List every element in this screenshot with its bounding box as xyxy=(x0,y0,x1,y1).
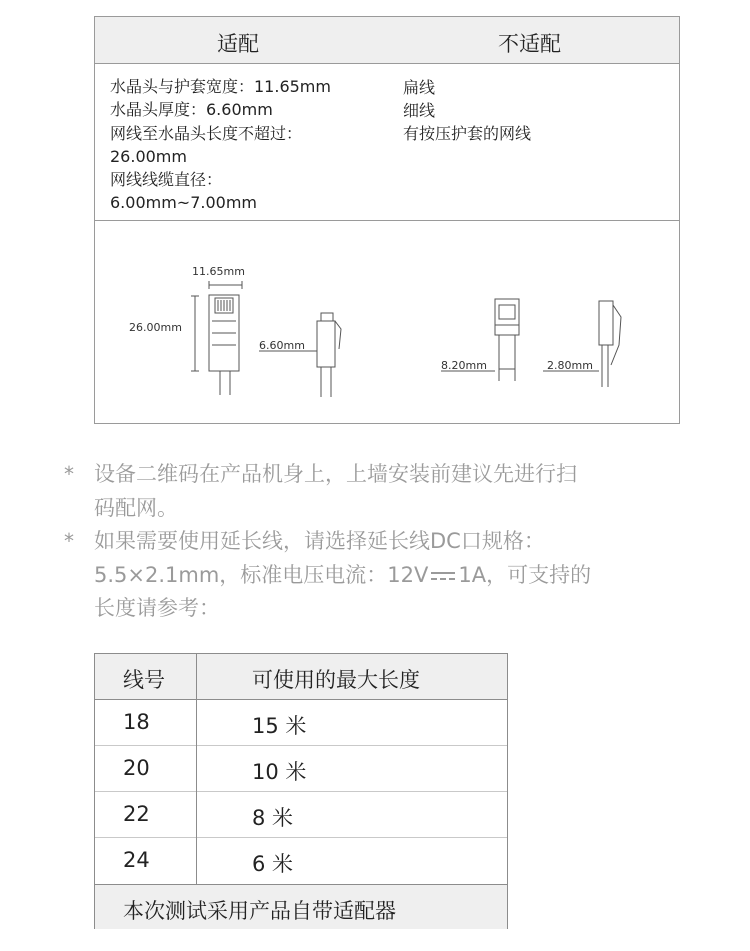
wire-gauge-cell: 24 xyxy=(123,848,150,872)
dimension-length-label: 26.00mm xyxy=(129,321,182,334)
header-incompatible: 不适配 xyxy=(498,32,561,56)
compatible-spec-line: 水晶头厚度：6.60mm xyxy=(110,100,273,120)
compatible-spec-line: 水晶头与护套宽度：11.65mm xyxy=(110,77,331,96)
table-row xyxy=(95,838,507,884)
compatible-spec-line: 网线至水晶头长度不超过： xyxy=(110,123,303,143)
dc-current-icon xyxy=(430,569,456,583)
note-line xyxy=(94,559,704,593)
table-row xyxy=(95,746,507,792)
connector-dimension-diagram xyxy=(95,221,679,423)
wire-gauge-cell: 22 xyxy=(123,802,150,826)
max-length-cell: 10 米 xyxy=(252,760,307,784)
header-max-length: 可使用的最大长度 xyxy=(252,668,420,692)
footer-note: 本次测试采用产品自带适配器 xyxy=(123,899,396,923)
dimension-width-label: 11.65mm xyxy=(192,265,245,278)
note-text: 5.5×2.1mm，标准电压电流：12V xyxy=(94,562,429,587)
cable-length-table xyxy=(94,653,508,929)
table-row xyxy=(95,700,507,746)
length-table-footer xyxy=(95,884,507,929)
note-line: 长度请参考： xyxy=(94,596,220,620)
compatible-spec-line: 网线线缆直径： xyxy=(110,170,223,190)
max-length-cell: 15 米 xyxy=(252,714,307,738)
compatibility-table-header xyxy=(95,17,679,64)
note-line: 码配网。 xyxy=(94,495,178,520)
note-text: 1A，可支持的 xyxy=(458,562,592,587)
header-compatible: 适配 xyxy=(217,32,259,56)
compatibility-table xyxy=(94,16,680,424)
notes-section xyxy=(64,458,704,626)
flat-cable-side-view xyxy=(543,301,621,387)
length-table-header xyxy=(95,654,507,700)
wire-gauge-cell: 18 xyxy=(123,710,150,734)
incompatible-list xyxy=(403,76,531,145)
wire-gauge-cell: 20 xyxy=(123,756,150,780)
note-qr-code xyxy=(64,458,704,525)
note-bullet: * xyxy=(64,462,74,486)
flat-width-label: 8.20mm xyxy=(441,359,487,372)
note-bullet: * xyxy=(64,529,74,553)
note-line: 如果需要使用延长线，请选择延长线DC口规格： xyxy=(94,529,545,553)
incompatible-item: 扁线 xyxy=(403,78,436,97)
compatible-spec-list xyxy=(110,75,331,215)
max-length-cell: 6 米 xyxy=(252,852,294,876)
incompatible-item: 有按压护套的网线 xyxy=(403,124,532,143)
note-line: 设备二维码在产品机身上，上墙安装前建议先进行扫 xyxy=(94,462,577,486)
rj45-side-view xyxy=(259,313,341,397)
dimension-thickness-label: 6.60mm xyxy=(259,339,305,352)
table-row xyxy=(95,792,507,838)
max-length-cell: 8 米 xyxy=(252,806,294,830)
flat-thickness-label: 2.80mm xyxy=(547,359,593,372)
note-extension-cable xyxy=(64,525,704,626)
compatible-spec-line: 6.00mm~7.00mm xyxy=(110,193,257,213)
incompatible-item: 细线 xyxy=(403,101,436,120)
header-wire-gauge: 线号 xyxy=(123,668,165,692)
column-divider xyxy=(196,654,197,884)
rj45-front-view xyxy=(191,281,242,395)
compatible-spec-line: 26.00mm xyxy=(110,146,187,166)
